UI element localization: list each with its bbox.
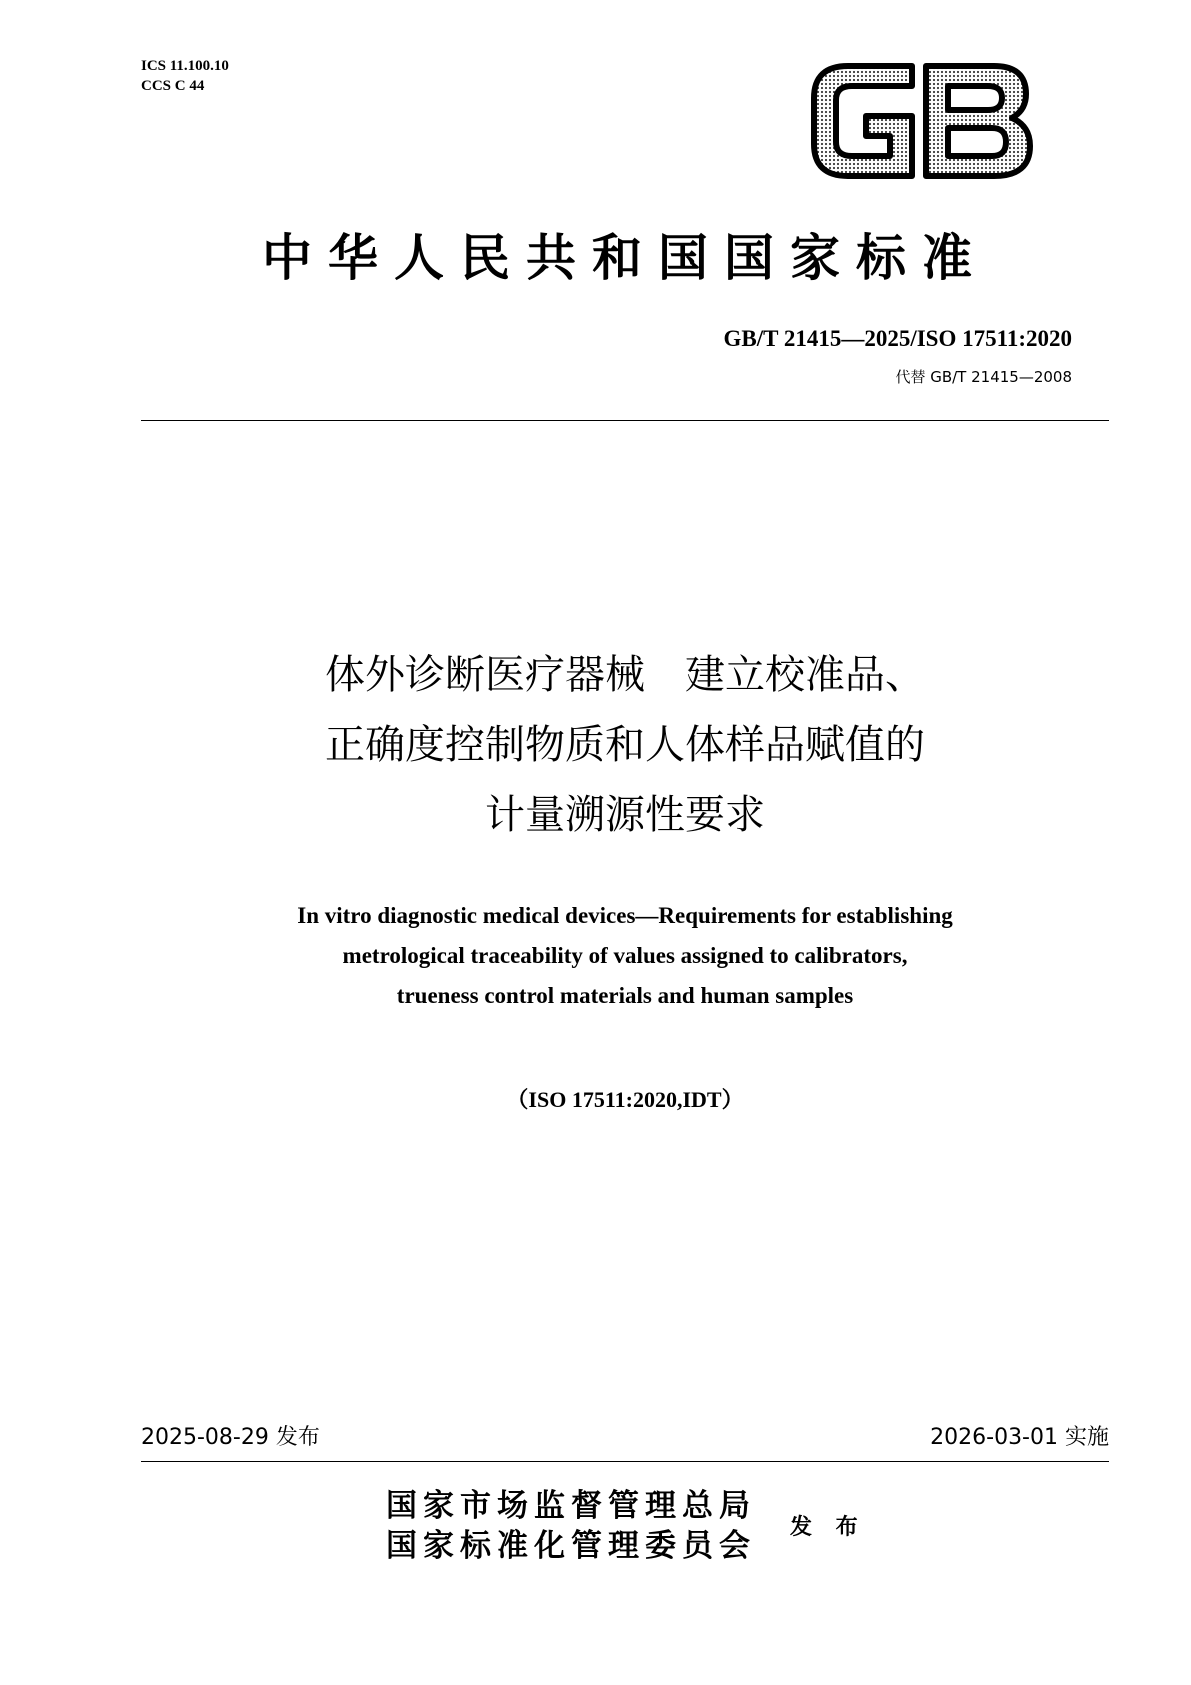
top-divider xyxy=(141,420,1109,421)
ccs-code: CCS C 44 xyxy=(141,78,205,94)
chinese-title-line: 体外诊断医疗器械 建立校准品、 xyxy=(325,652,925,698)
chinese-title-line: 计量溯源性要求 xyxy=(485,792,765,838)
issuer-name: 国家市场监督管理总局 xyxy=(386,1488,756,1524)
classification-codes xyxy=(141,56,229,96)
issuer-name: 国家标准化管理委员会 xyxy=(386,1528,756,1564)
standard-type-title: 中华人民共和国国家标准 xyxy=(262,228,988,287)
chinese-title-line: 正确度控制物质和人体样品赋值的 xyxy=(325,722,925,768)
issue-date: 2025-08-29 发布 xyxy=(141,1425,320,1450)
english-title-line: metrological traceability of values assigned to calibrators, xyxy=(342,943,908,968)
issuing-authorities xyxy=(386,1486,756,1566)
ics-code: ICS 11.100.10 xyxy=(141,58,229,74)
bottom-divider xyxy=(141,1461,1109,1462)
english-title-line: trueness control materials and human samples xyxy=(396,983,854,1008)
implementation-date: 2026-03-01 实施 xyxy=(930,1425,1109,1450)
standard-number: GB/T 21415—2025/ISO 17511:2020 xyxy=(723,326,1072,351)
replaces-standard: 代替 GB/T 21415—2008 xyxy=(895,368,1072,386)
english-title-line: In vitro diagnostic medical devices—Requirements for establishing xyxy=(297,903,953,928)
adoption-note: （ISO 17511:2020,IDT） xyxy=(506,1087,744,1112)
english-title xyxy=(141,896,1109,1016)
chinese-title xyxy=(141,640,1109,850)
gb-logo xyxy=(808,58,1036,183)
issue-verb: 发 布 xyxy=(790,1514,866,1540)
